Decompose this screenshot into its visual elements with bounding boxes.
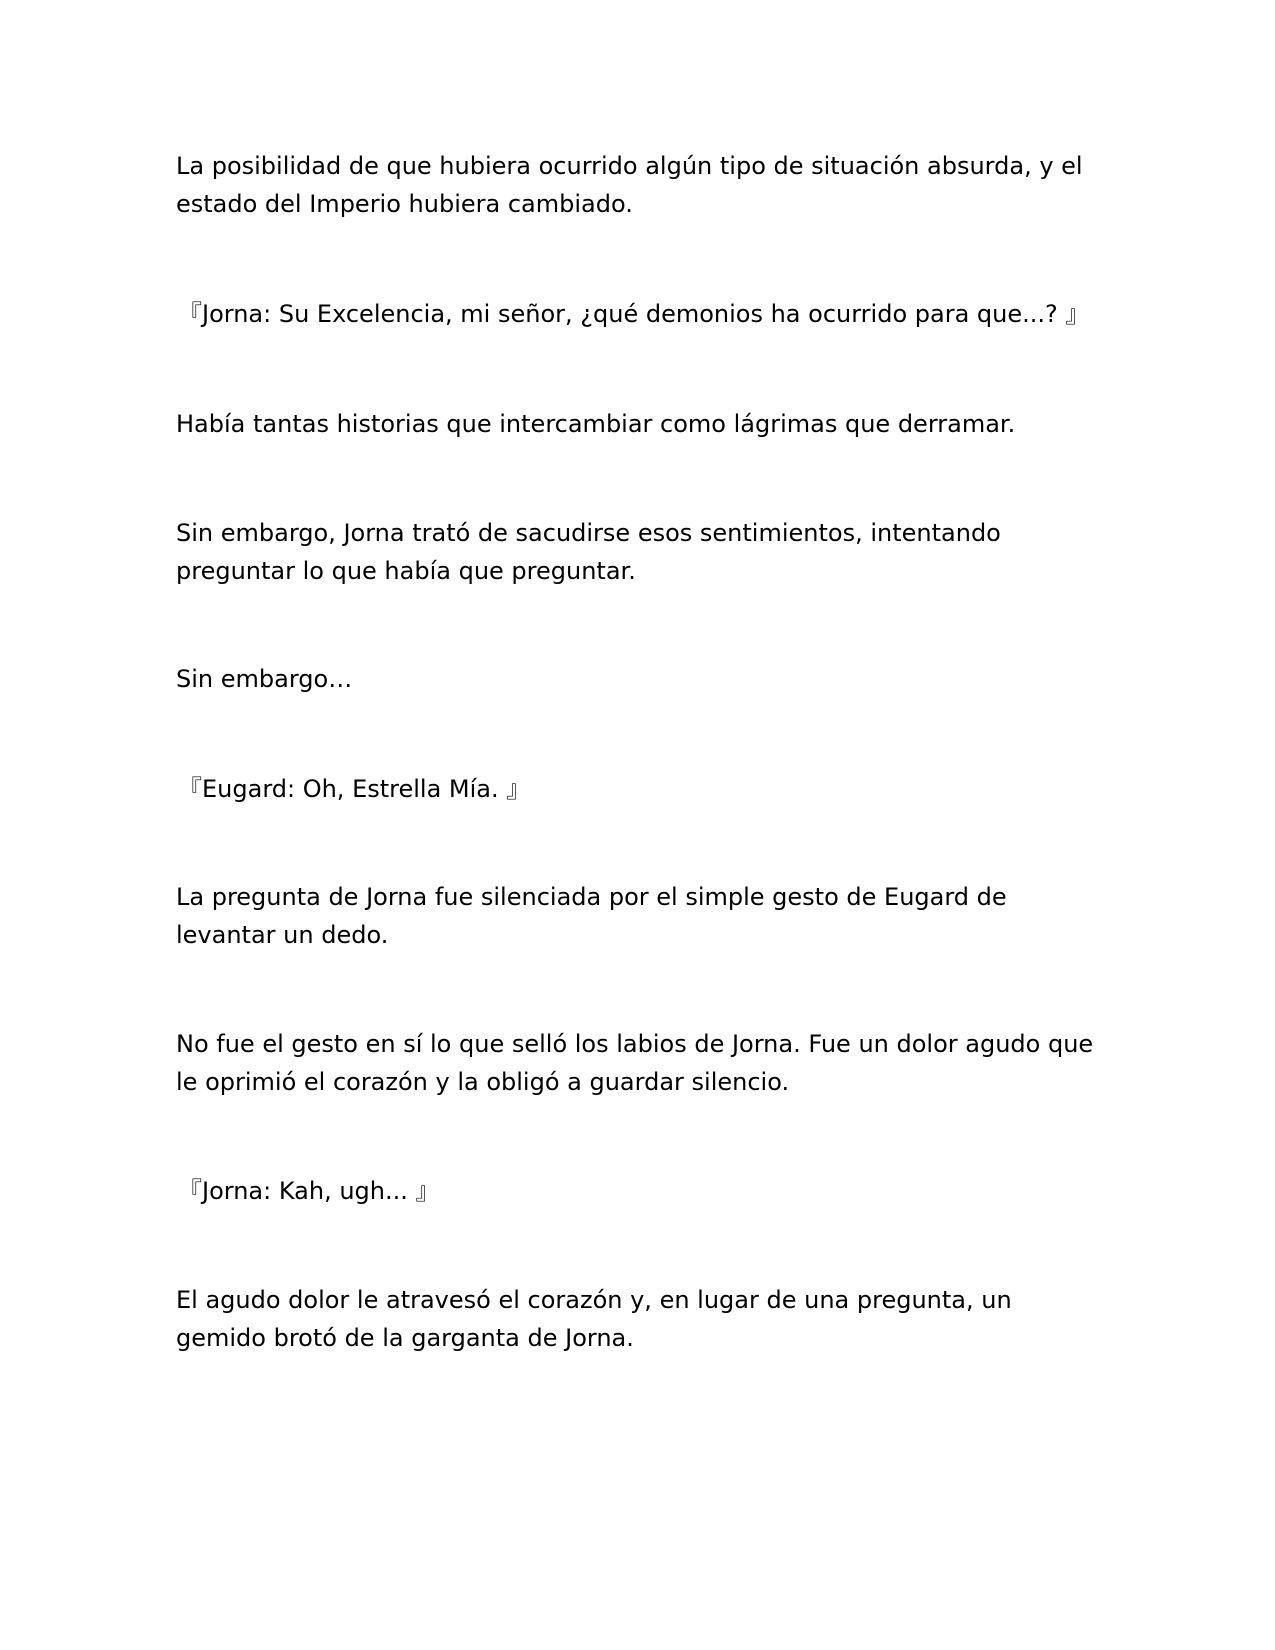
- paragraph-narration: La pregunta de Jorna fue silenciada por el simple gesto de Eugard de levantar un dedo.: [176, 883, 1007, 949]
- paragraph-narration: Sin embargo, Jorna trató de sacudirse esos sentimientos, intentando preguntar lo que había que preguntar.: [176, 519, 1001, 585]
- paragraph-narration: Sin embargo…: [176, 665, 353, 693]
- paragraph-narration: Había tantas historias que intercambiar como lágrimas que derramar.: [176, 410, 1016, 438]
- paragraph-narration: La posibilidad de que hubiera ocurrido algún tipo de situación absurda, y el estado del Imperio hubiera cambiado.: [176, 152, 1083, 218]
- paragraph-dialogue-jorna: 『Jorna: Kah, ugh... 』: [178, 1177, 440, 1205]
- paragraph-narration: El agudo dolor le atravesó el corazón y, en lugar de una pregunta, un gemido brotó de la garganta de Jorna.: [176, 1286, 1012, 1352]
- paragraph-dialogue-eugard: 『Eugard: Oh, Estrella Mía. 』: [178, 775, 531, 803]
- paragraph-dialogue-jorna: 『Jorna: Su Excelencia, mi señor, ¿qué demonios ha ocurrido para que...? 』: [178, 300, 1090, 328]
- paragraph-narration: No fue el gesto en sí lo que selló los labios de Jorna. Fue un dolor agudo que le oprimió el corazón y la obligó a guardar silencio.: [176, 1030, 1094, 1096]
